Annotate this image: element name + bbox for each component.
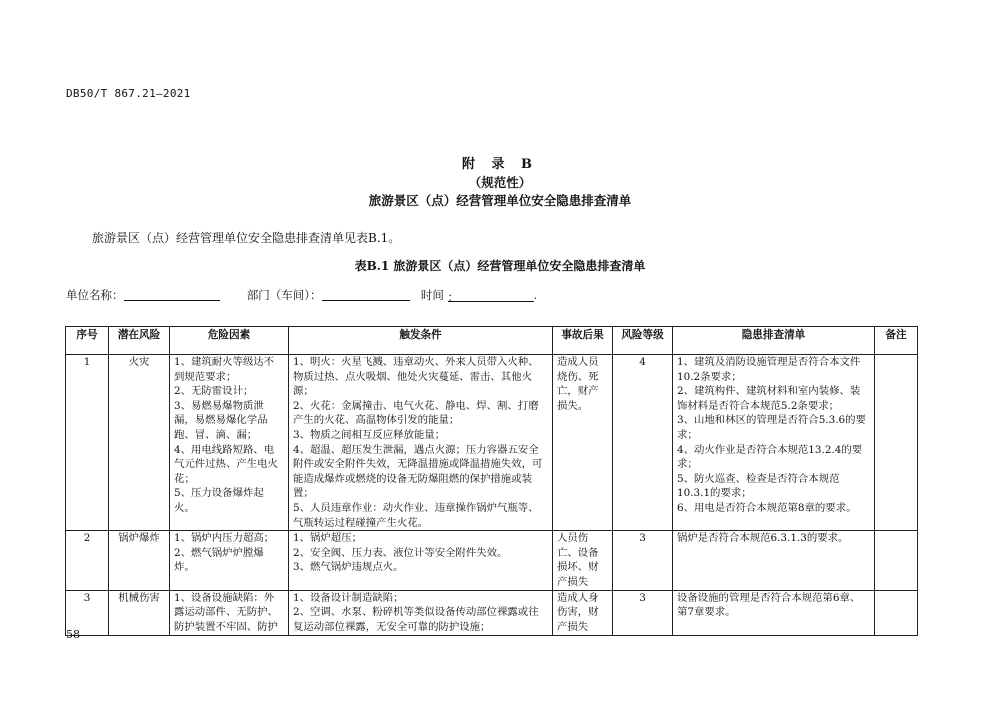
cell-note (875, 590, 918, 635)
cell-level: 4 (613, 355, 673, 531)
cell-risk: 火灾 (109, 355, 170, 531)
cell-note (875, 531, 918, 590)
time-colon: ： (447, 290, 460, 304)
cell-level: 3 (613, 531, 673, 590)
header-level: 风险等级 (613, 327, 673, 355)
intro-paragraph: 旅游景区（点）经营管理单位安全隐患排查清单见表B.1。 (92, 231, 401, 245)
cell-consequence: 造成人身伤害，财产损失 (553, 590, 613, 635)
department-field[interactable] (322, 288, 410, 301)
table-caption: 表B.1 旅游景区（点）经营管理单位安全隐患排查清单 (354, 259, 646, 273)
table-row (66, 531, 918, 590)
header-factors: 危险因素 (170, 327, 289, 355)
cell-note (875, 355, 918, 531)
department-label: 部门（车间）： (246, 288, 322, 302)
cell-checklist: 1、建筑及消防设施管理是否符合本文件10.2条要求； 2、建筑构件、建筑材料和室内装修、装饰材料是否符合本规范5.2条要求； 3、山地和林区的管理是否符合5.3.6的要求； 4、动火作业是否符合本规范13.2.4的要求； 5、防火巡查、检查是否符合本规范10.3.1的要求； 6、用电是否符合本规范第8章的要求。 (673, 355, 875, 531)
header-risk: 潜在风险 (109, 327, 170, 355)
appendix-name: 旅游景区（点）经营管理单位安全隐患排查清单 (368, 193, 632, 208)
table-row (66, 590, 918, 635)
header-no: 序号 (66, 327, 109, 355)
end-dot: . (533, 288, 538, 302)
cell-consequence: 人员伤亡、设备损坏、财产损失 (553, 531, 613, 590)
time-label: 时间 (420, 288, 444, 302)
cell-checklist: 锅炉是否符合本规范6.3.1.3的要求。 (673, 531, 875, 590)
appendix-title: 附 录 B (461, 157, 539, 172)
cell-consequence: 造成人员烧伤、死亡，财产损失。 (553, 355, 613, 531)
cell-factors: 1、锅炉内压力超高； 2、燃气锅炉炉膛爆炸。 (170, 531, 289, 590)
cell-no: 2 (66, 531, 109, 590)
cell-factors: 1、设备设施缺陷：外露运动部件、无防护、防护装置不牢固、防护 (170, 590, 289, 635)
header-trigger: 触发条件 (289, 327, 553, 355)
time-field[interactable] (448, 289, 534, 302)
header-consequence: 事故后果 (553, 327, 613, 355)
cell-risk: 锅炉爆炸 (109, 531, 170, 590)
cell-factors: 1、建筑耐火等级达不到规范要求； 2、无防雷设计； 3、易燃易爆物质泄漏，易燃易爆化学品跑、冒、滴、漏； 4、用电线路短路、电气元件过热、产生电火花； 5、压力设备爆炸起火。 (170, 355, 289, 531)
cell-trigger: 1、锅炉超压； 2、安全阀、压力表、液位计等安全附件失效。 3、燃气锅炉违规点火。 (289, 531, 553, 590)
cell-no: 3 (66, 590, 109, 635)
cell-no: 1 (66, 355, 109, 531)
page-number: 58 (66, 628, 80, 641)
unit-name-field[interactable] (124, 288, 220, 301)
standard-number: DB50/T 867.21—2021 (66, 87, 191, 100)
cell-checklist: 设备设施的管理是否符合本规范第6章、第7章要求。 (673, 590, 875, 635)
header-checklist: 隐患排查清单 (673, 327, 875, 355)
cell-risk: 机械伤害 (109, 590, 170, 635)
form-header-line (66, 287, 537, 303)
cell-level: 3 (613, 590, 673, 635)
appendix-nature: （规范性） (468, 175, 532, 190)
header-note: 备注 (875, 327, 918, 355)
hazard-checklist-table (65, 326, 918, 636)
unit-name-label: 单位名称： (66, 288, 124, 302)
cell-trigger: 1、设备设计制造缺陷； 2、空调、水泵、粉碎机等类似设备传动部位裸露或往复运动部位裸露，无安全可靠的防护设施； (289, 590, 553, 635)
cell-trigger: 1、明火：火星飞溅、违章动火、外来人员带入火种、物质过热、点火吸烟、他处火灾蔓延、雷击、其他火源； 2、火花：金属撞击、电气火花、静电、焊、割、打磨产生的火花、高温物体引发的能量； 3、物质之间相互反应释放能量； 4、超温、超压发生泄漏，遇点火源；压力容器五安全附件或安全附件失效，无降温措施或降温措施失效，可能造成爆炸或燃烧的设备无防爆阻燃的保护措施或装置； 5、人员违章作业：动火作业、违章操作锅炉气瓶等、气瓶转运过程碰撞产生火花。 (289, 355, 553, 531)
table-row (66, 355, 918, 531)
table-header-row (66, 327, 918, 355)
